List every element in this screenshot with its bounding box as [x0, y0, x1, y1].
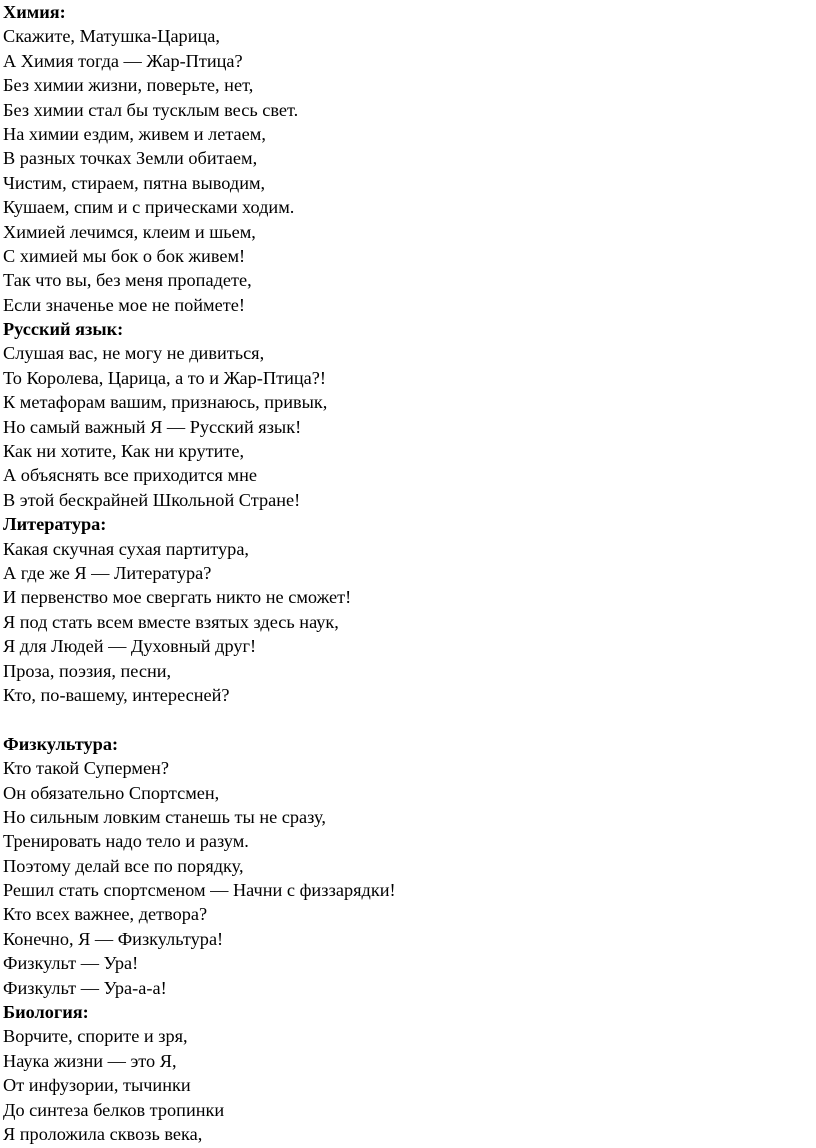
poem-line: То Королева, Царица, а то и Жар-Птица?! [3, 367, 326, 388]
poem-line: Физкульт — Ура! [3, 953, 139, 974]
blank-line [3, 707, 396, 731]
poem-line: Я для Людей — Духовный друг! [3, 636, 257, 657]
poem-line: Но самый важный Я — Русский язык! [3, 416, 302, 437]
poem-line: В разных точках Земли обитаем, [3, 148, 258, 169]
poem-line: Так что вы, без меня пропадете, [3, 270, 252, 291]
poem-line: Ворчите, спорите и зря, [3, 1026, 188, 1047]
poem-line: До синтеза белков тропинки [3, 1099, 225, 1120]
poem-line: Он обязательно Спортсмен, [3, 782, 220, 803]
section-heading: Русский язык: [3, 319, 124, 340]
poem-document [3, 0, 396, 1146]
section-heading: Биология: [3, 1002, 89, 1023]
poem-line: Но сильным ловким станешь ты не сразу, [3, 806, 326, 827]
poem-line: Тренировать надо тело и разум. [3, 831, 249, 852]
poem-line: На химии ездим, живем и летаем, [3, 123, 266, 144]
poem-line: Химией лечимся, клеим и шьем, [3, 221, 256, 242]
section-biology [3, 1000, 396, 1146]
poem-line: А где же Я — Литература? [3, 562, 212, 583]
poem-line: Как ни хотите, Как ни крутите, [3, 441, 245, 462]
poem-line: Кушаем, спим и с прическами ходим. [3, 197, 295, 218]
poem-line: Я проложила сквозь века, [3, 1123, 203, 1144]
poem-line: С химией мы бок о бок живем! [3, 245, 246, 266]
poem-line: В этой бескрайней Школьной Стране! [3, 489, 301, 510]
poem-line: А Химия тогда — Жар-Птица? [3, 50, 243, 71]
poem-line: Чистим, стираем, пятна выводим, [3, 172, 266, 193]
poem-line: Без химии стал бы тусклым весь свет. [3, 99, 299, 120]
section-heading: Физкультура: [3, 733, 119, 754]
poem-line: К метафорам вашим, признаюсь, привык, [3, 392, 328, 413]
poem-line: Какая скучная сухая партитура, [3, 538, 250, 559]
poem-line: Физкульт — Ура-а-а! [3, 977, 167, 998]
poem-line: Я под стать всем вместе взятых здесь наук, [3, 611, 339, 632]
poem-line: Кто, по-вашему, интересней? [3, 684, 230, 705]
section-russian [3, 317, 396, 512]
poem-line: Наука жизни — это Я, [3, 1050, 177, 1071]
poem-line: Слушая вас, не могу не дивиться, [3, 343, 265, 364]
poem-line: От инфузории, тычинки [3, 1075, 191, 1096]
section-physical-education [3, 732, 396, 1000]
poem-line: Конечно, Я — Физкультура! [3, 928, 224, 949]
section-chemistry [3, 0, 396, 317]
section-heading: Химия: [3, 2, 66, 22]
poem-line: Кто такой Супермен? [3, 758, 169, 779]
poem-line: Решил стать спортсменом — Начни с физзарядки! [3, 880, 396, 901]
poem-line: Поэтому делай все по порядку, [3, 855, 244, 876]
poem-line: А объяснять все приходится мне [3, 465, 257, 486]
poem-line: Без химии жизни, поверьте, нет, [3, 75, 254, 96]
poem-line: Кто всех важнее, детвора? [3, 904, 208, 925]
poem-line: Если значенье мое не поймете! [3, 294, 245, 315]
section-heading: Литература: [3, 514, 107, 535]
section-literature [3, 512, 396, 707]
poem-line: И первенство мое свергать никто не сможет! [3, 587, 352, 608]
poem-line: Скажите, Матушка-Царица, [3, 26, 220, 47]
poem-line: Проза, поэзия, песни, [3, 660, 172, 681]
